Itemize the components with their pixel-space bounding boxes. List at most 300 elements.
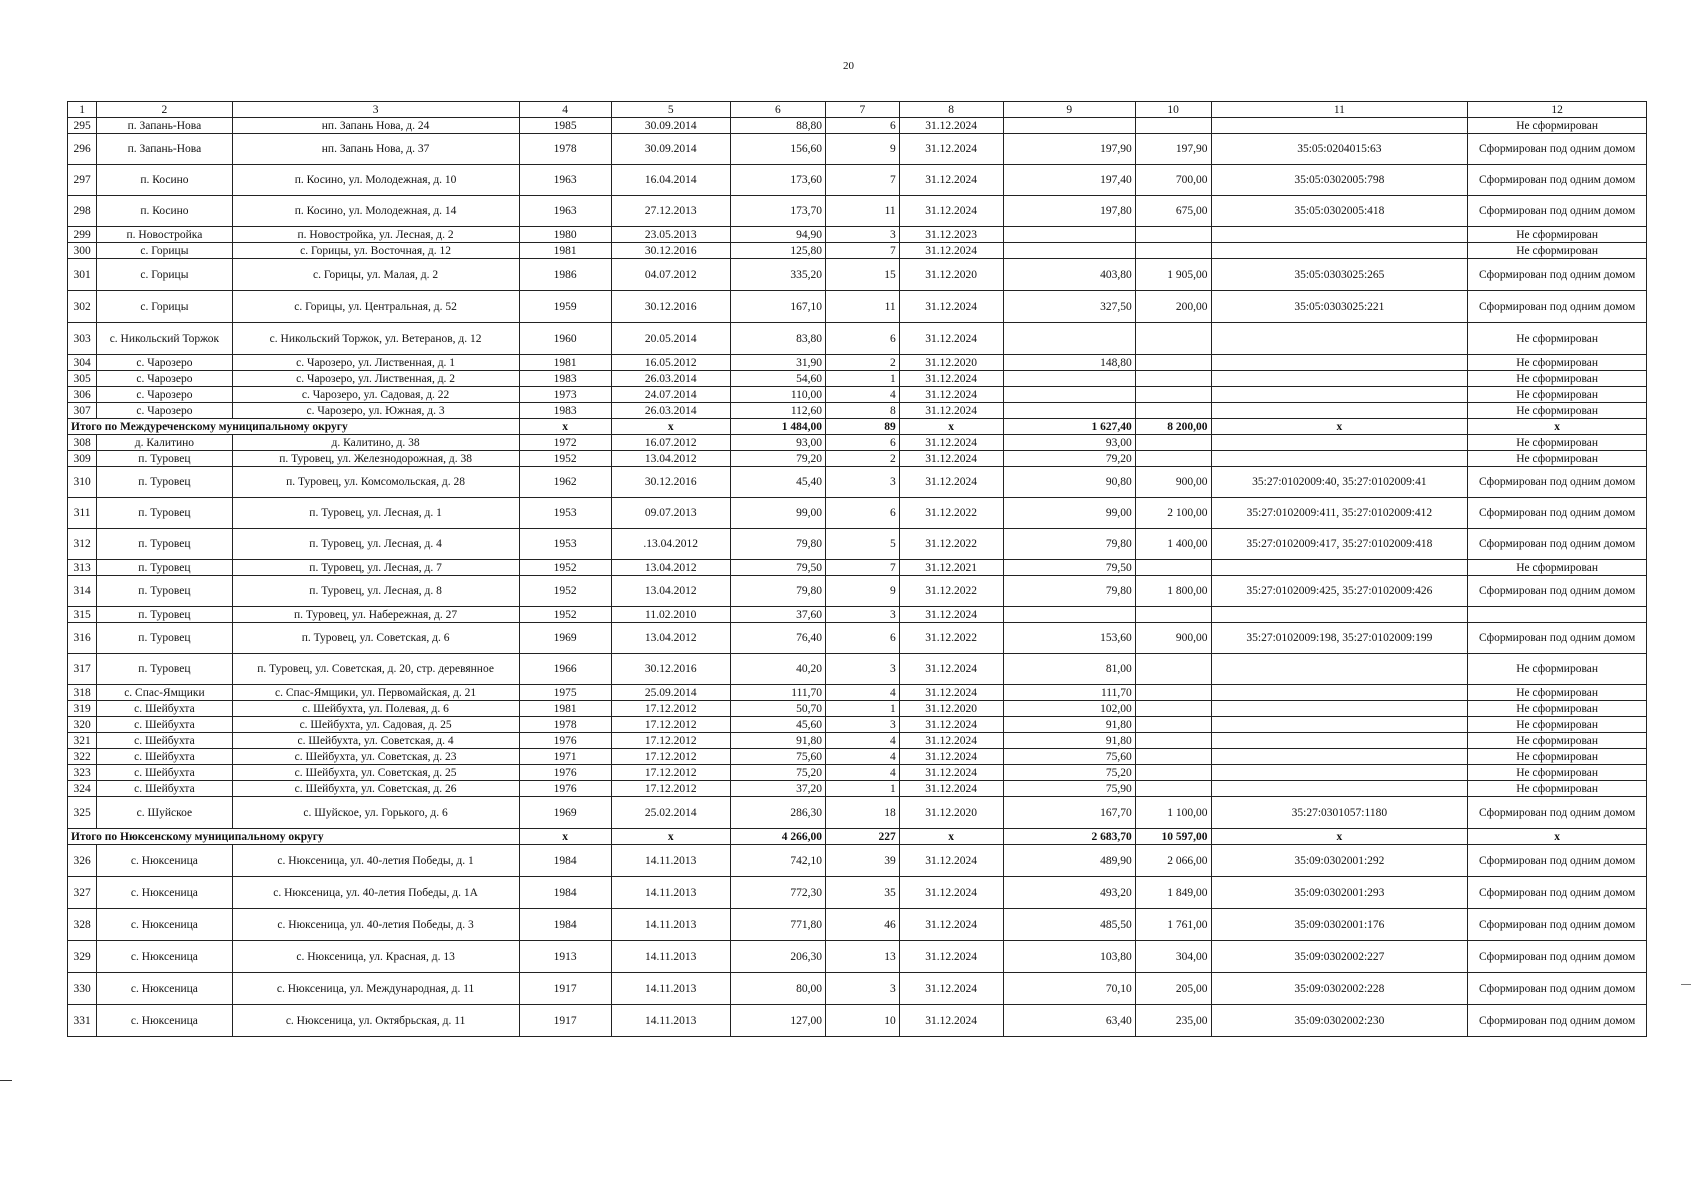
table-cell: 31.12.2024 [899,685,1003,701]
table-cell: с. Спас-Ямщики, ул. Первомайская, д. 21 [232,685,519,701]
table-cell: 1 [826,781,900,797]
table-row [68,607,1647,623]
table-row [68,196,1647,227]
table-cell: 3 [826,467,900,498]
table-row [68,733,1647,749]
table-cell: с. Нюксеница [97,1005,232,1037]
table-cell: 205,00 [1135,973,1211,1005]
table-cell [1135,355,1211,371]
table-cell: Не сформирован [1468,227,1647,243]
table-cell: 173,70 [730,196,825,227]
table-cell: 1978 [519,134,611,165]
table-cell [1211,765,1468,781]
table-cell: 27.12.2013 [611,196,730,227]
table-cell: 35:05:0204015:63 [1211,134,1468,165]
table-cell: 16.04.2014 [611,165,730,196]
table-cell: Не сформирован [1468,749,1647,765]
table-cell: с. Шейбухта [97,717,232,733]
table-cell: 309 [68,451,97,467]
subtotal-cell: 227 [826,829,900,845]
table-cell: 197,90 [1135,134,1211,165]
table-cell: 31.12.2022 [899,576,1003,607]
table-cell: 167,10 [730,291,825,323]
table-cell: Не сформирован [1468,355,1647,371]
table-cell: 312 [68,529,97,560]
table-cell: 93,00 [1003,435,1135,451]
table-cell: 75,20 [1003,765,1135,781]
table-row [68,403,1647,419]
table-cell: 31.12.2024 [899,323,1003,355]
column-header: 6 [730,102,825,118]
table-cell: 91,80 [1003,733,1135,749]
table-cell: с. Нюксеница [97,877,232,909]
table-cell [1135,403,1211,419]
table-cell: с. Шейбухта, ул. Советская, д. 25 [232,765,519,781]
table-cell: 167,70 [1003,797,1135,829]
table-cell: 1985 [519,118,611,134]
table-cell [1211,733,1468,749]
table-cell: 1986 [519,259,611,291]
table-cell: Сформирован под одним домом [1468,291,1647,323]
table-cell: 2 100,00 [1135,498,1211,529]
table-cell: 17.12.2012 [611,717,730,733]
table-cell: 76,40 [730,623,825,654]
table-cell: д. Калитино [97,435,232,451]
table-cell [1135,227,1211,243]
table-cell: 79,50 [1003,560,1135,576]
table-cell: 3 [826,973,900,1005]
table-cell: с. Шуйское, ул. Горького, д. 6 [232,797,519,829]
table-cell: 31.12.2024 [899,291,1003,323]
table-cell: 14.11.2013 [611,973,730,1005]
table-cell: 3 [826,717,900,733]
table-cell: 675,00 [1135,196,1211,227]
table-cell: 30.12.2016 [611,243,730,259]
table-cell: Сформирован под одним домом [1468,623,1647,654]
table-cell: 25.09.2014 [611,685,730,701]
table-cell: 31.12.2023 [899,227,1003,243]
table-cell: 09.07.2013 [611,498,730,529]
table-cell: 88,80 [730,118,825,134]
table-cell: 35:09:0302001:292 [1211,845,1468,877]
table-row [68,717,1647,733]
table-cell: 7 [826,165,900,196]
table-row [68,701,1647,717]
table-cell [1135,685,1211,701]
table-cell: 1952 [519,560,611,576]
table-cell: 3 [826,654,900,685]
subtotal-row [68,419,1647,435]
table-cell: 489,90 [1003,845,1135,877]
table-cell: 13.04.2012 [611,576,730,607]
table-cell: 1 800,00 [1135,576,1211,607]
column-header: 5 [611,102,730,118]
table-cell: 31.12.2024 [899,654,1003,685]
table-cell: 31.12.2024 [899,749,1003,765]
table-cell [1211,227,1468,243]
column-header: 2 [97,102,232,118]
table-cell: п. Туровец, ул. Железнодорожная, д. 38 [232,451,519,467]
table-cell: 75,20 [730,765,825,781]
table-cell [1003,607,1135,623]
subtotal-cell: x [1211,829,1468,845]
subtotal-label: Итого по Междуреченскому муниципальному округу [68,419,520,435]
table-cell: п. Новостройка, ул. Лесная, д. 2 [232,227,519,243]
table-cell: 35:27:0301057:1180 [1211,797,1468,829]
table-cell: 1959 [519,291,611,323]
table-cell: 83,80 [730,323,825,355]
subtotal-cell: x [611,419,730,435]
table-row [68,623,1647,654]
table-row [68,797,1647,829]
table-cell: 7 [826,560,900,576]
table-cell: 305 [68,371,97,387]
table-cell: 403,80 [1003,259,1135,291]
table-cell: с. Чарозеро, ул. Лиственная, д. 2 [232,371,519,387]
table-cell: 235,00 [1135,1005,1211,1037]
subtotal-cell: 1 484,00 [730,419,825,435]
table-cell: 5 [826,529,900,560]
table-cell: 37,20 [730,781,825,797]
table-row [68,576,1647,607]
table-cell: 1973 [519,387,611,403]
table-cell: 35:05:0303025:221 [1211,291,1468,323]
subtotal-cell: x [1468,829,1647,845]
table-cell: 111,70 [730,685,825,701]
subtotal-label: Итого по Нюксенскому муниципальному округу [68,829,520,845]
table-cell: 14.11.2013 [611,1005,730,1037]
table-cell: нп. Запань Нова, д. 24 [232,118,519,134]
table-cell: 1 849,00 [1135,877,1211,909]
table-cell: с. Шейбухта [97,749,232,765]
table-row [68,941,1647,973]
column-header: 10 [1135,102,1211,118]
table-cell: 1975 [519,685,611,701]
table-row [68,529,1647,560]
table-cell: Сформирован под одним домом [1468,877,1647,909]
table-row [68,451,1647,467]
table-cell [1135,749,1211,765]
table-cell: 50,70 [730,701,825,717]
table-cell: 31.12.2021 [899,560,1003,576]
table-cell: 30.09.2014 [611,134,730,165]
table-cell: 323 [68,765,97,781]
table-cell: 16.05.2012 [611,355,730,371]
table-cell: Сформирован под одним домом [1468,973,1647,1005]
table-cell: 296 [68,134,97,165]
table-cell: 1976 [519,733,611,749]
table-cell: 197,80 [1003,196,1135,227]
table-cell: 1971 [519,749,611,765]
table-cell: 311 [68,498,97,529]
table-cell: 1963 [519,165,611,196]
table-cell: 197,40 [1003,165,1135,196]
table-cell: с. Нюксеница, ул. 40-летия Победы, д. 1А [232,877,519,909]
table-cell: с. Чарозеро, ул. Лиственная, д. 1 [232,355,519,371]
table-cell: 35:09:0302001:176 [1211,909,1468,941]
subtotal-cell: 89 [826,419,900,435]
table-cell: 313 [68,560,97,576]
table-cell: п. Туровец, ул. Лесная, д. 1 [232,498,519,529]
table-cell: 2 [826,451,900,467]
table-row [68,118,1647,134]
table-cell: Сформирован под одним домом [1468,909,1647,941]
table-cell [1135,717,1211,733]
table-cell: п. Косино, ул. Молодежная, д. 10 [232,165,519,196]
table-cell: 110,00 [730,387,825,403]
table-row [68,371,1647,387]
table-cell: 31.12.2024 [899,435,1003,451]
table-row [68,685,1647,701]
subtotal-cell: 2 683,70 [1003,829,1135,845]
table-cell: 17.12.2012 [611,733,730,749]
table-cell: 39 [826,845,900,877]
table-cell: п. Новостройка [97,227,232,243]
table-cell: Не сформирован [1468,781,1647,797]
table-cell: с. Спас-Ямщики [97,685,232,701]
table-cell: 17.12.2012 [611,781,730,797]
table-cell: 35 [826,877,900,909]
table-cell: 7 [826,243,900,259]
subtotal-cell: x [1211,419,1468,435]
table-cell: 316 [68,623,97,654]
table-cell: 1962 [519,467,611,498]
table-cell: 300 [68,243,97,259]
table-row [68,467,1647,498]
table-cell: 31.12.2022 [899,529,1003,560]
table-cell: 1 400,00 [1135,529,1211,560]
table-row [68,165,1647,196]
table-cell: Не сформирован [1468,765,1647,781]
table-cell: 94,90 [730,227,825,243]
table-cell: п. Туровец, ул. Советская, д. 6 [232,623,519,654]
table-row [68,973,1647,1005]
table-cell: Не сформирован [1468,701,1647,717]
table-cell: 79,80 [1003,529,1135,560]
table-cell: 304,00 [1135,941,1211,973]
table-cell: 13.04.2012 [611,451,730,467]
table-cell: п. Туровец, ул. Лесная, д. 7 [232,560,519,576]
table-row [68,227,1647,243]
table-cell: 14.11.2013 [611,877,730,909]
table-cell: 1983 [519,371,611,387]
table-cell: 329 [68,941,97,973]
table-cell: 25.02.2014 [611,797,730,829]
table-cell [1211,749,1468,765]
table-cell: Сформирован под одним домом [1468,576,1647,607]
table-cell: 93,00 [730,435,825,451]
table-cell: 91,80 [1003,717,1135,733]
table-cell: 485,50 [1003,909,1135,941]
table-cell: 148,80 [1003,355,1135,371]
table-cell: с. Шейбухта, ул. Советская, д. 4 [232,733,519,749]
table-cell: 31.12.2022 [899,623,1003,654]
table-cell: 314 [68,576,97,607]
table-cell: .13.04.2012 [611,529,730,560]
table-cell: п. Туровец [97,529,232,560]
table-cell: 75,60 [1003,749,1135,765]
margin-mark [0,1080,12,1081]
table-cell: с. Нюксеница [97,909,232,941]
table-cell: Не сформирован [1468,435,1647,451]
table-cell: 156,60 [730,134,825,165]
table-cell: 31.12.2020 [899,797,1003,829]
table-cell: с. Горицы [97,243,232,259]
table-cell [1211,355,1468,371]
table-cell: 125,80 [730,243,825,259]
table-cell [1211,717,1468,733]
table-cell: с. Шейбухта, ул. Советская, д. 23 [232,749,519,765]
table-cell: 31.12.2020 [899,259,1003,291]
table-cell: с. Шейбухта [97,781,232,797]
table-cell: 317 [68,654,97,685]
table-cell: 1981 [519,355,611,371]
table-cell: 1981 [519,243,611,259]
table-cell: с. Шейбухта, ул. Советская, д. 26 [232,781,519,797]
table-row [68,498,1647,529]
table-cell: 23.05.2013 [611,227,730,243]
table-cell: 1 905,00 [1135,259,1211,291]
table-cell [1135,733,1211,749]
table-cell: п. Туровец, ул. Советская, д. 20, стр. деревянное [232,654,519,685]
table-cell: 493,20 [1003,877,1135,909]
table-cell: 35:09:0302001:293 [1211,877,1468,909]
table-cell: 35:27:0102009:40, 35:27:0102009:41 [1211,467,1468,498]
table-cell: 04.07.2012 [611,259,730,291]
table-cell: 197,90 [1003,134,1135,165]
table-cell: 31.12.2024 [899,909,1003,941]
table-cell: 321 [68,733,97,749]
table-cell [1211,243,1468,259]
table-cell: 11.02.2010 [611,607,730,623]
table-cell [1211,560,1468,576]
table-row [68,909,1647,941]
table-cell: Сформирован под одним домом [1468,165,1647,196]
table-cell: Не сформирован [1468,371,1647,387]
table-cell: Не сформирован [1468,387,1647,403]
table-cell: 298 [68,196,97,227]
table-cell: с. Чарозеро [97,371,232,387]
table-cell: 91,80 [730,733,825,749]
table-cell: 35:05:0303025:265 [1211,259,1468,291]
table-row [68,560,1647,576]
table-cell: п. Косино [97,165,232,196]
table-cell: 173,60 [730,165,825,196]
table-cell: 320 [68,717,97,733]
table-cell: 13 [826,941,900,973]
table-cell [1003,323,1135,355]
table-cell: с. Горицы, ул. Центральная, д. 52 [232,291,519,323]
table-cell [1211,685,1468,701]
table-cell: 324 [68,781,97,797]
table-cell [1135,435,1211,451]
table-cell: 35:27:0102009:417, 35:27:0102009:418 [1211,529,1468,560]
table-cell: 900,00 [1135,467,1211,498]
table-cell: с. Нюксеница [97,941,232,973]
table-cell: 75,60 [730,749,825,765]
table-cell: Сформирован под одним домом [1468,529,1647,560]
table-cell: п. Запань-Нова [97,118,232,134]
table-cell: Сформирован под одним домом [1468,196,1647,227]
table-cell: 31.12.2024 [899,973,1003,1005]
table-cell: Не сформирован [1468,654,1647,685]
table-cell: 31.12.2024 [899,467,1003,498]
table-cell: 304 [68,355,97,371]
margin-mark [1681,984,1691,985]
table-cell: 31.12.2024 [899,733,1003,749]
table-cell: п. Косино [97,196,232,227]
table-cell: 200,00 [1135,291,1211,323]
table-cell: 112,60 [730,403,825,419]
table-cell: с. Шейбухта [97,765,232,781]
table-cell: с. Шейбухта, ул. Полевая, д. 6 [232,701,519,717]
table-cell: 1976 [519,765,611,781]
table-cell: 206,30 [730,941,825,973]
table-cell: 79,80 [730,576,825,607]
table-cell [1211,435,1468,451]
table-cell [1211,371,1468,387]
table-cell: 40,20 [730,654,825,685]
table-cell: с. Горицы, ул. Малая, д. 2 [232,259,519,291]
table-cell [1135,451,1211,467]
table-cell [1135,118,1211,134]
column-header: 11 [1211,102,1468,118]
table-cell: 45,60 [730,717,825,733]
table-cell: 35:05:0302005:798 [1211,165,1468,196]
table-cell: 30.12.2016 [611,291,730,323]
table-cell: 31.12.2024 [899,403,1003,419]
table-cell: 297 [68,165,97,196]
table-cell: 17.12.2012 [611,701,730,717]
table-cell: 26.03.2014 [611,403,730,419]
table-cell [1211,118,1468,134]
table-cell: с. Нюксеница [97,845,232,877]
table-cell: Не сформирован [1468,717,1647,733]
table-row [68,877,1647,909]
table-cell: Не сформирован [1468,560,1647,576]
table-cell: п. Туровец, ул. Набережная, д. 27 [232,607,519,623]
table-cell: 742,10 [730,845,825,877]
table-cell: 63,40 [1003,1005,1135,1037]
table-cell: 1 [826,371,900,387]
table-cell: 331 [68,1005,97,1037]
table-cell: 6 [826,323,900,355]
table-cell [1135,701,1211,717]
table-cell: 31.12.2024 [899,371,1003,387]
table-cell: 70,10 [1003,973,1135,1005]
column-header: 12 [1468,102,1647,118]
table-cell: 46 [826,909,900,941]
table-cell [1135,560,1211,576]
table-cell: 81,00 [1003,654,1135,685]
table-cell: 315 [68,607,97,623]
table-cell: 14.11.2013 [611,845,730,877]
table-cell: 31.12.2024 [899,165,1003,196]
table-cell: 1 100,00 [1135,797,1211,829]
table-cell [1211,781,1468,797]
table-cell: 31.12.2024 [899,765,1003,781]
column-header: 8 [899,102,1003,118]
subtotal-cell: x [611,829,730,845]
table-cell: 1917 [519,973,611,1005]
table-cell: 303 [68,323,97,355]
table-cell: 4 [826,765,900,781]
table-cell: 6 [826,498,900,529]
table-row [68,781,1647,797]
table-row [68,243,1647,259]
table-cell: 1976 [519,781,611,797]
table-cell: 30.12.2016 [611,654,730,685]
